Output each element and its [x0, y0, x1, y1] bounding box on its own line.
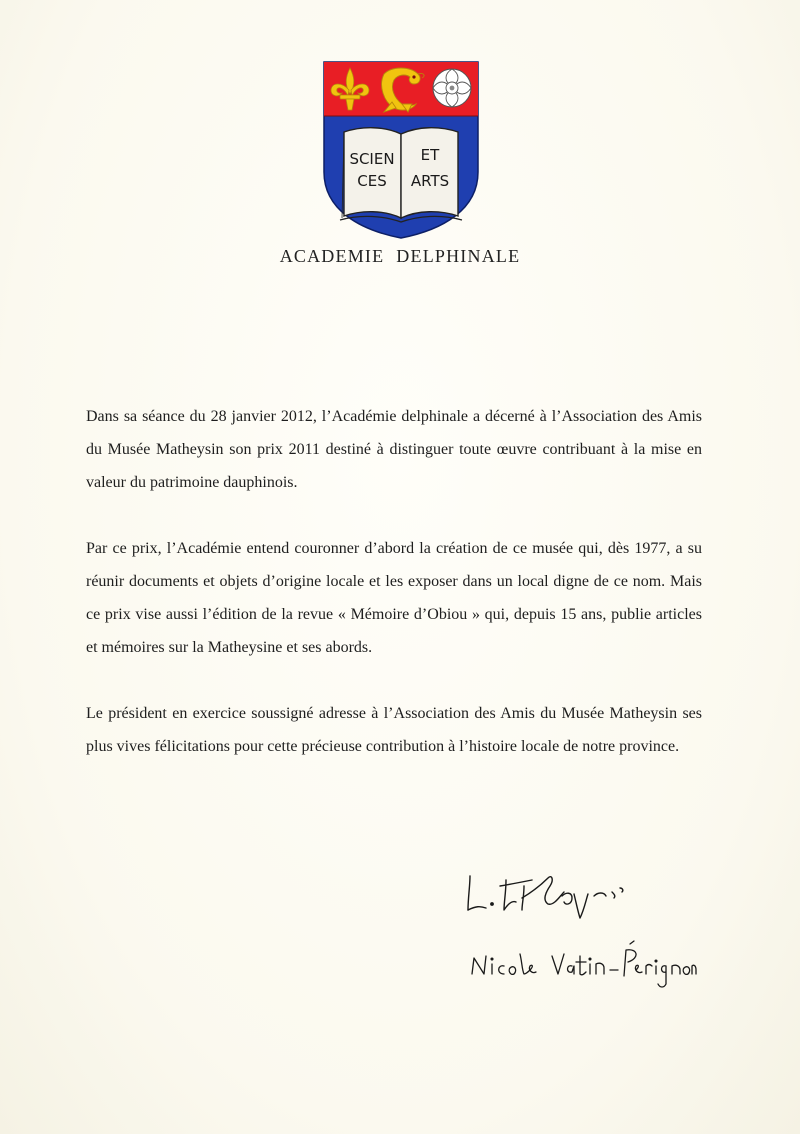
- book-right-line2: ARTS: [410, 172, 450, 190]
- president-signature: [462, 862, 642, 922]
- book-left-line2: CES: [357, 172, 387, 190]
- book-right-line1: ET: [420, 146, 440, 164]
- open-book-icon: [340, 128, 462, 222]
- book-left-line1: SCIEN: [349, 150, 395, 168]
- handwritten-name-drawing: [468, 940, 698, 990]
- signer-handwritten-name: [468, 940, 698, 990]
- signature-scribble: [462, 862, 642, 922]
- academy-name-word: DELPHINALE: [396, 246, 521, 266]
- paragraph-prize-announcement: Dans sa séance du 28 janvier 2012, l’Académie delphinale a décerné à l’Association des Amis du Musée Matheysin son prix 2011 destiné à distinguer toute œuvre contribuant à la mise en valeur du patrimoine dauphinois.: [86, 408, 702, 491]
- crest-shield: [322, 60, 480, 240]
- letter-body: [86, 400, 702, 796]
- paragraph-prize-reasons: Par ce prix, l’Académie entend couronner d’abord la création de ce musée qui, dès 1977, a su réunir documents et objets d’origine locale et les exposer dans un local digne de ce nom. Mais ce prix vise aussi l’édition de la revue « Mémoire d’Obiou » qui, depuis 15 ans, publie articles et mémoires sur la Matheysine et ses abords.: [86, 540, 702, 656]
- academy-name: [0, 246, 800, 267]
- paragraph-congratulations: Le président en exercice soussigné adresse à l’Association des Amis du Musée Matheysin ses plus vives félicitations pour cette précieuse contribution à l’histoire locale de notre province.: [86, 705, 702, 755]
- academy-name-word: ACADEMIE: [279, 246, 385, 266]
- rose-icon: [433, 69, 471, 107]
- academy-crest-logo: [322, 60, 480, 240]
